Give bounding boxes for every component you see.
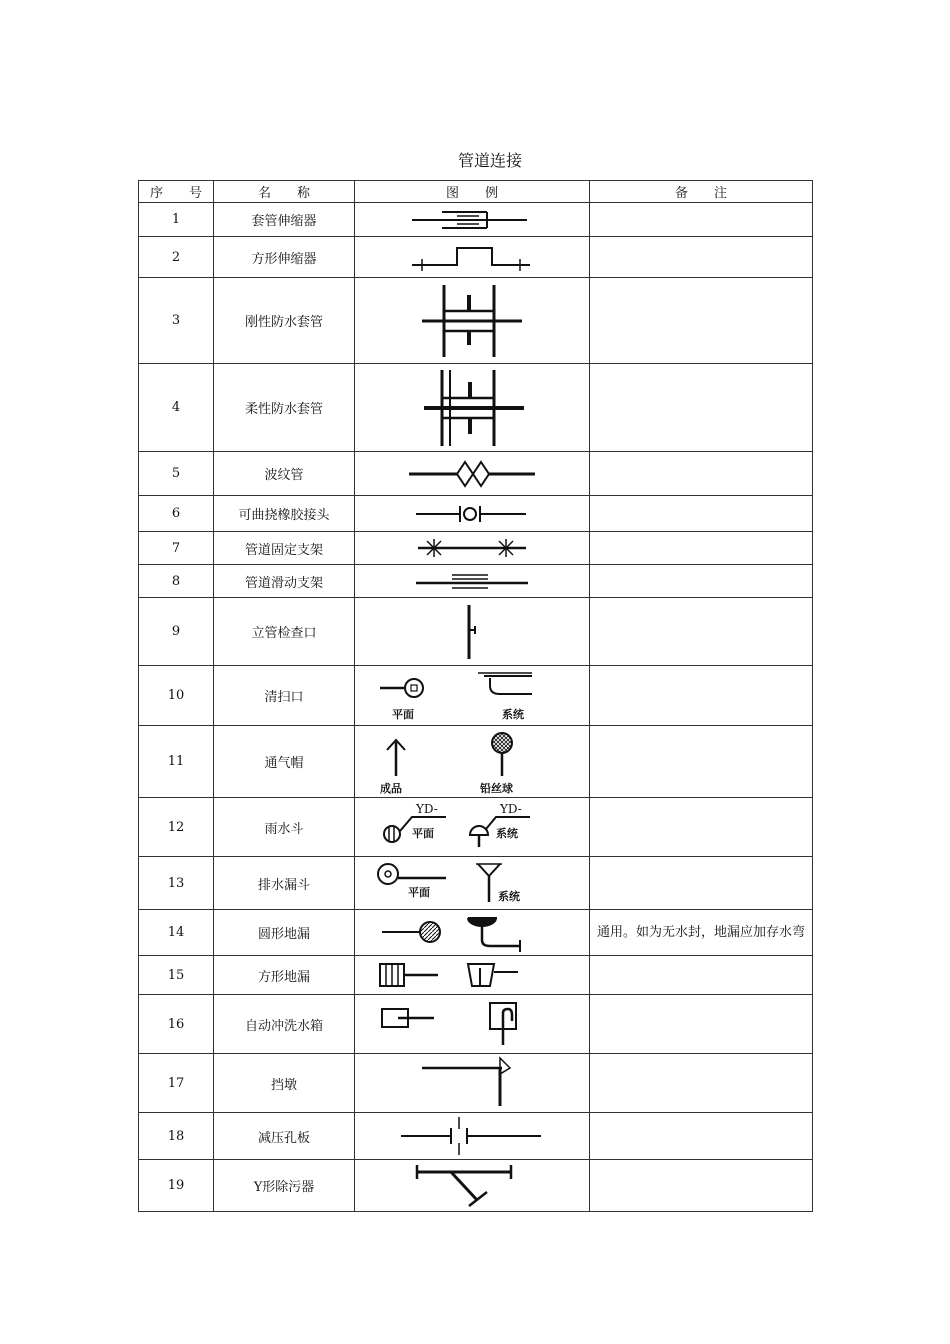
row-no: 13 xyxy=(139,857,214,910)
row-icon xyxy=(355,798,590,857)
square-floor-drain-icon xyxy=(372,958,572,992)
row-no: 4 xyxy=(139,364,214,452)
row-remark xyxy=(590,565,813,598)
row-remark: 通用。如为无水封，地漏应加存水弯 xyxy=(590,910,813,956)
row-no: 14 xyxy=(139,910,214,956)
rain-hopper-system-label: 系统 xyxy=(496,827,518,840)
row-remark xyxy=(590,1054,813,1113)
row-name: 柔性防水套管 xyxy=(214,364,355,452)
riser-inspection-port-icon xyxy=(442,601,502,663)
row-icon xyxy=(355,598,590,666)
row-icon xyxy=(355,956,590,995)
round-floor-drain-icon xyxy=(372,912,572,954)
table-row xyxy=(139,496,813,532)
header-remark: 备 注 xyxy=(590,181,813,203)
row-name: 雨水斗 xyxy=(214,798,355,857)
row-no: 8 xyxy=(139,565,214,598)
row-name: 排水漏斗 xyxy=(214,857,355,910)
drain-funnel-system-label: 系统 xyxy=(498,890,520,903)
page-title: 管道连接 xyxy=(457,151,522,170)
table-row xyxy=(139,726,813,798)
cleanout-icon xyxy=(372,668,572,724)
y-strainer-icon xyxy=(407,1162,537,1210)
table-row xyxy=(139,565,813,598)
row-remark xyxy=(590,726,813,798)
sleeve-expansion-joint-icon xyxy=(407,207,537,233)
fixed-pipe-support-icon xyxy=(412,536,532,560)
flexible-rubber-joint-icon xyxy=(412,501,532,527)
row-name: 方形地漏 xyxy=(214,956,355,995)
row-icon xyxy=(355,532,590,565)
row-name: 立管检查口 xyxy=(214,598,355,666)
table-row xyxy=(139,995,813,1054)
row-no: 17 xyxy=(139,1054,214,1113)
table-row xyxy=(139,910,813,956)
table-row xyxy=(139,1113,813,1160)
row-name: 圆形地漏 xyxy=(214,910,355,956)
row-name: 减压孔板 xyxy=(214,1113,355,1160)
row-remark xyxy=(590,1160,813,1212)
row-icon xyxy=(355,452,590,496)
row-icon xyxy=(355,278,590,364)
row-no: 15 xyxy=(139,956,214,995)
row-icon xyxy=(355,1113,590,1160)
table-row xyxy=(139,666,813,726)
table-row xyxy=(139,1054,813,1113)
row-remark xyxy=(590,237,813,278)
row-no: 10 xyxy=(139,666,214,726)
drain-funnel-icon xyxy=(372,860,572,906)
row-no: 2 xyxy=(139,237,214,278)
bellows-pipe-icon xyxy=(407,458,537,490)
rain-hopper-plan-yd-label: YD- xyxy=(416,802,438,816)
row-remark xyxy=(590,995,813,1054)
row-name: 套管伸缩器 xyxy=(214,203,355,237)
rigid-waterproof-sleeve-icon xyxy=(412,281,532,361)
table-row xyxy=(139,598,813,666)
row-icon xyxy=(355,666,590,726)
row-icon xyxy=(355,496,590,532)
rain-hopper-icon xyxy=(372,801,572,853)
row-name: 方形伸缩器 xyxy=(214,237,355,278)
row-no: 3 xyxy=(139,278,214,364)
square-expansion-joint-icon xyxy=(407,240,537,274)
row-icon xyxy=(355,995,590,1054)
vent-cap-wire-ball-label: 铅丝球 xyxy=(480,781,513,795)
row-no: 12 xyxy=(139,798,214,857)
row-remark xyxy=(590,203,813,237)
row-no: 19 xyxy=(139,1160,214,1212)
header-row xyxy=(139,181,813,203)
row-icon xyxy=(355,565,590,598)
table-row xyxy=(139,532,813,565)
row-remark xyxy=(590,1113,813,1160)
row-name: 管道固定支架 xyxy=(214,532,355,565)
row-no: 1 xyxy=(139,203,214,237)
row-remark xyxy=(590,364,813,452)
row-name: 刚性防水套管 xyxy=(214,278,355,364)
vent-cap-icon xyxy=(372,728,572,796)
row-remark xyxy=(590,798,813,857)
row-remark xyxy=(590,532,813,565)
row-icon xyxy=(355,726,590,798)
cleanout-system-label: 系统 xyxy=(502,707,524,721)
row-name: 自动冲洗水箱 xyxy=(214,995,355,1054)
row-no: 9 xyxy=(139,598,214,666)
header-name: 名 称 xyxy=(214,181,355,203)
row-name: 清扫口 xyxy=(214,666,355,726)
table-row xyxy=(139,364,813,452)
row-no: 16 xyxy=(139,995,214,1054)
sliding-pipe-support-icon xyxy=(412,569,532,593)
row-no: 5 xyxy=(139,452,214,496)
row-name: Y形除污器 xyxy=(214,1160,355,1212)
table-row xyxy=(139,1160,813,1212)
thrust-block-icon xyxy=(412,1056,532,1110)
vent-cap-finished-label: 成品 xyxy=(380,781,402,795)
table-row xyxy=(139,237,813,278)
row-remark xyxy=(590,666,813,726)
header-no: 序 号 xyxy=(139,181,214,203)
table-row xyxy=(139,956,813,995)
row-no: 11 xyxy=(139,726,214,798)
pressure-reducing-orifice-icon xyxy=(397,1115,547,1157)
row-icon xyxy=(355,237,590,278)
row-icon xyxy=(355,1160,590,1212)
row-remark xyxy=(590,496,813,532)
row-remark xyxy=(590,857,813,910)
row-no: 7 xyxy=(139,532,214,565)
table-row xyxy=(139,798,813,857)
header-icon: 图 例 xyxy=(355,181,590,203)
rain-hopper-plan-label: 平面 xyxy=(412,827,434,840)
table-row xyxy=(139,203,813,237)
row-name: 通气帽 xyxy=(214,726,355,798)
row-name: 可曲挠橡胶接头 xyxy=(214,496,355,532)
row-name: 管道滑动支架 xyxy=(214,565,355,598)
auto-flush-tank-icon xyxy=(372,997,572,1051)
row-icon xyxy=(355,364,590,452)
row-remark xyxy=(590,598,813,666)
row-no: 6 xyxy=(139,496,214,532)
row-name: 波纹管 xyxy=(214,452,355,496)
row-remark xyxy=(590,452,813,496)
row-icon xyxy=(355,1054,590,1113)
row-icon xyxy=(355,203,590,237)
table-row xyxy=(139,278,813,364)
drain-funnel-plan-label: 平面 xyxy=(408,886,430,899)
row-no: 18 xyxy=(139,1113,214,1160)
row-remark xyxy=(590,956,813,995)
row-name: 挡墩 xyxy=(214,1054,355,1113)
table-row xyxy=(139,857,813,910)
row-icon xyxy=(355,857,590,910)
rain-hopper-system-yd-label: YD- xyxy=(500,802,522,816)
legend-table xyxy=(138,180,813,1212)
row-icon xyxy=(355,910,590,956)
table-row xyxy=(139,452,813,496)
cleanout-plan-label: 平面 xyxy=(392,707,414,721)
row-remark xyxy=(590,278,813,364)
flexible-waterproof-sleeve-icon xyxy=(412,366,532,450)
